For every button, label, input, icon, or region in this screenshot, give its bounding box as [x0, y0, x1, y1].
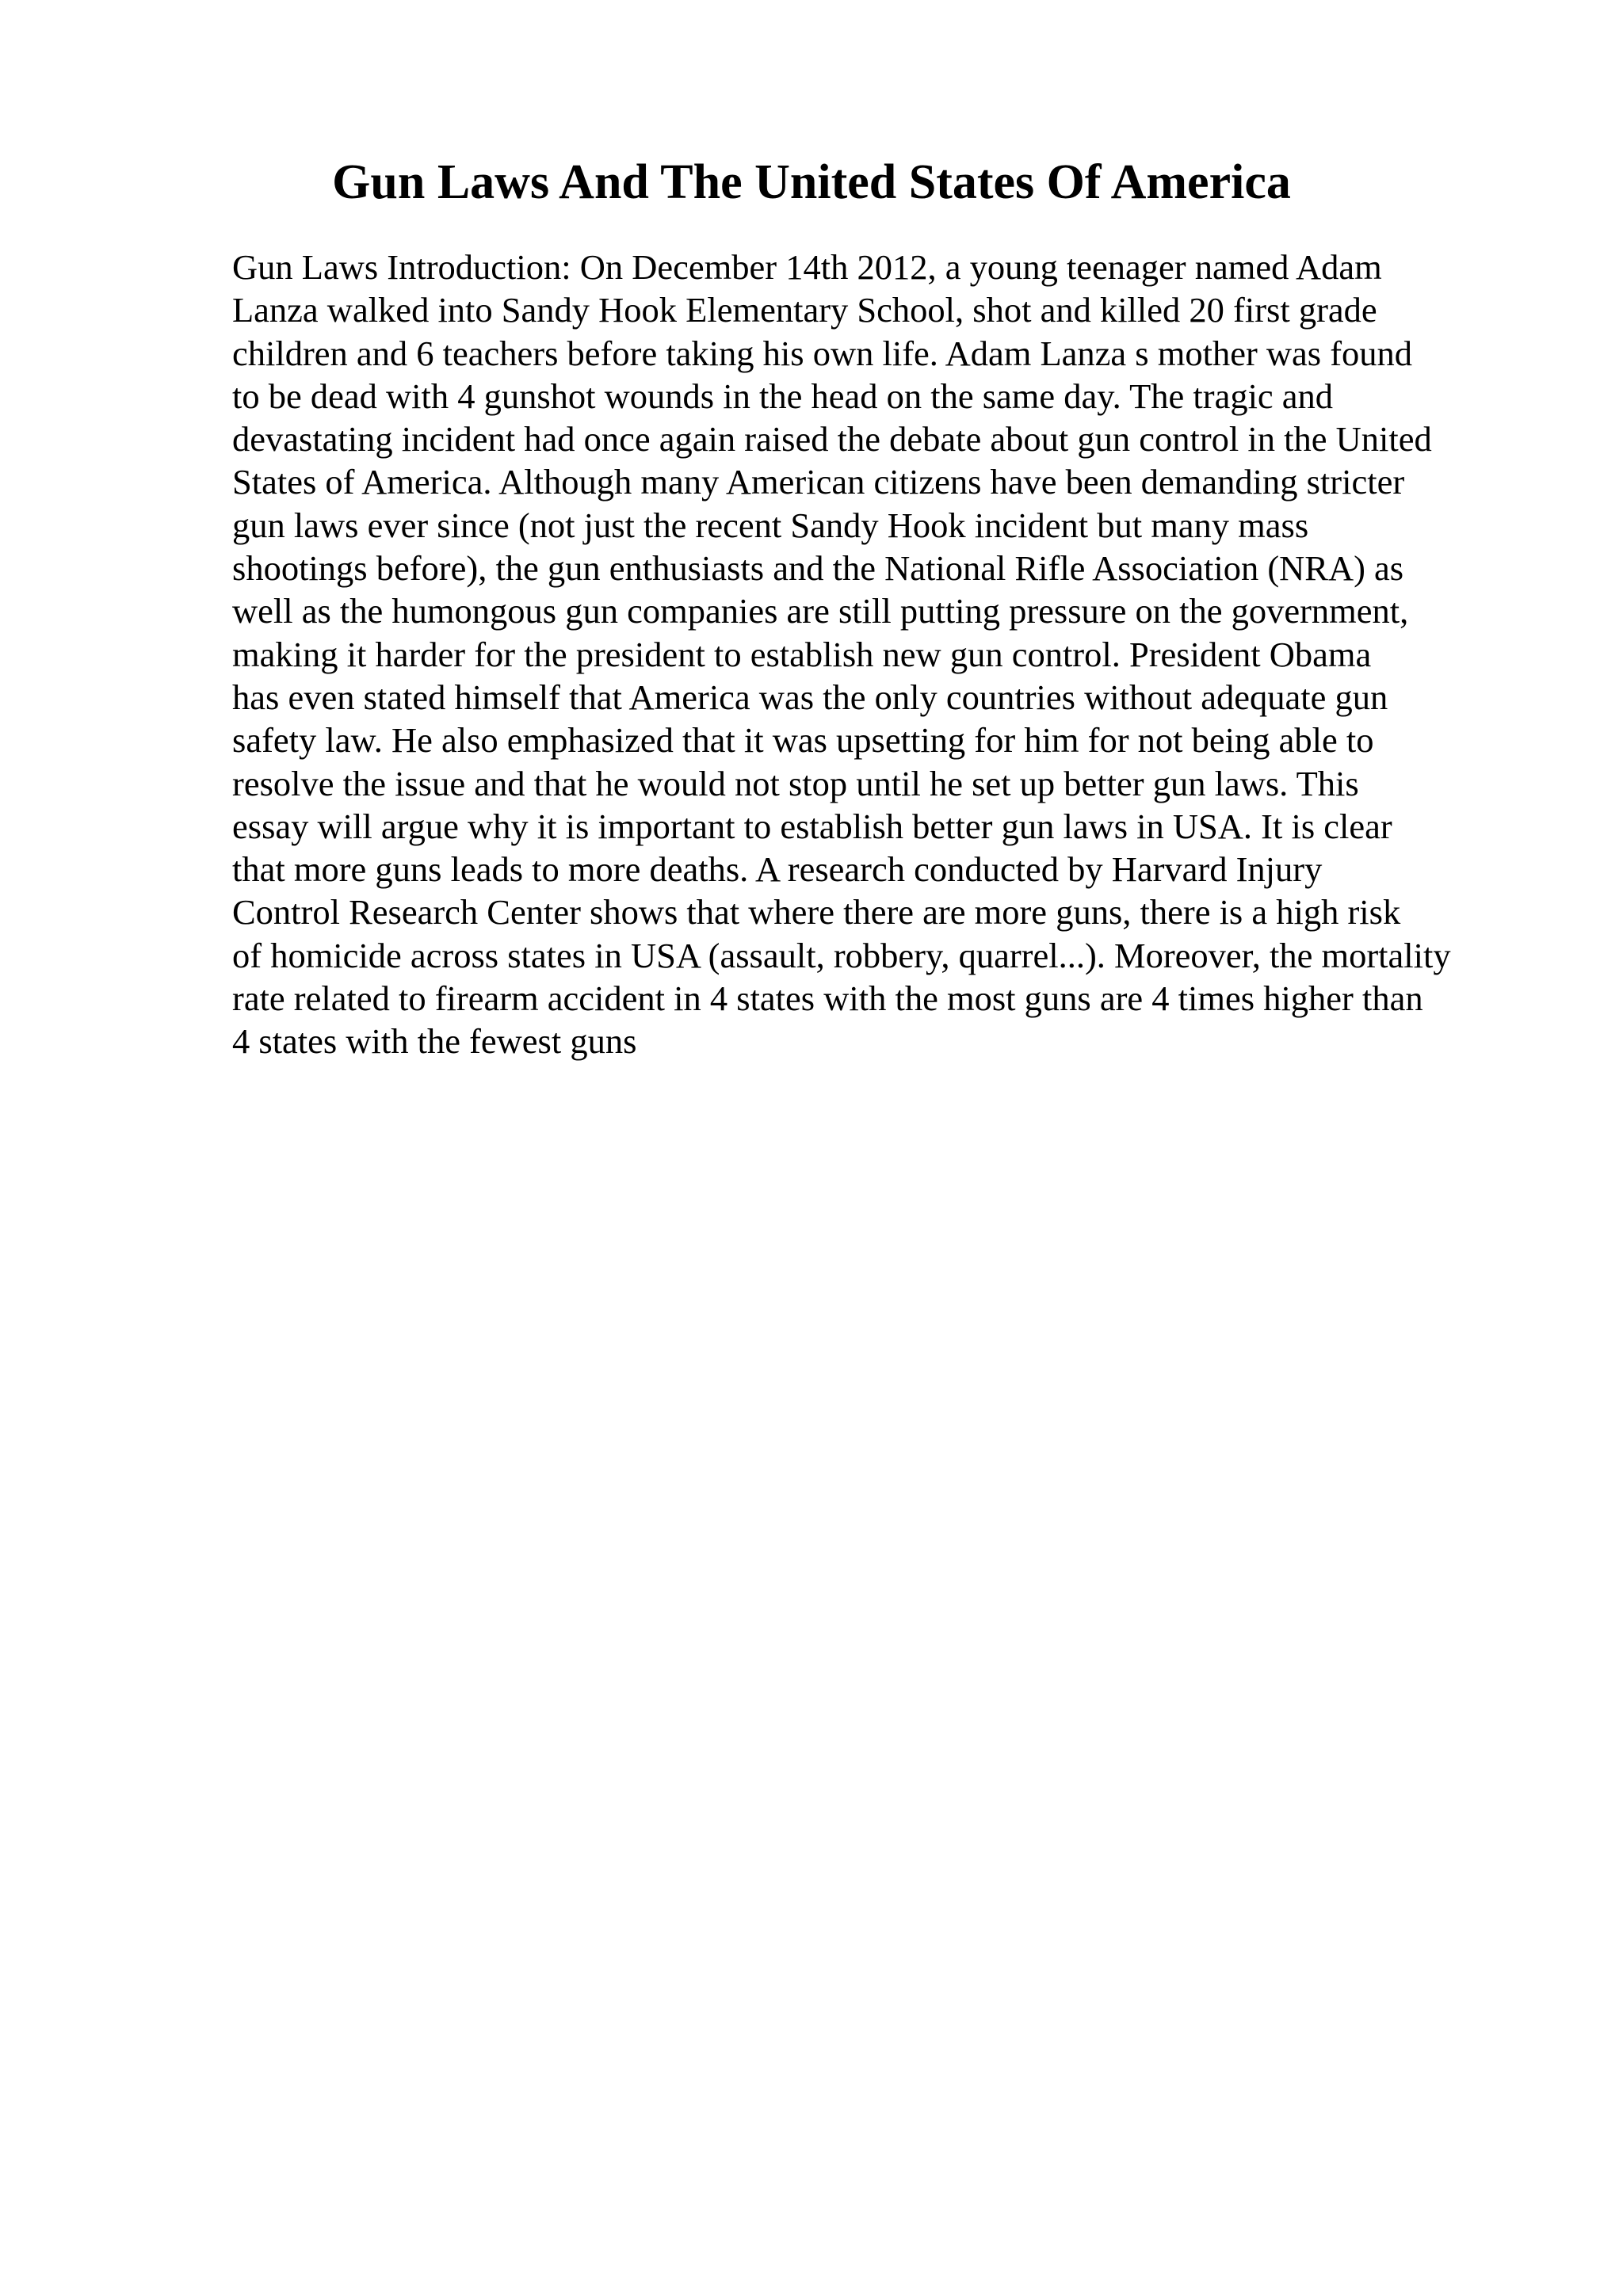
body-line: essay will argue why it is important to establish better gun laws in USA. It is clear: [232, 806, 1392, 846]
body-line: gun laws ever since (not just the recent Sandy Hook incident but many mass: [232, 505, 1309, 545]
body-line: devastating incident had once again raised the debate about gun control in the United: [232, 419, 1432, 460]
body-line: Gun Laws Introduction: On December 14th 2012, a young teenager named Adam: [232, 247, 1382, 287]
body-line: that more guns leads to more deaths. A research conducted by Harvard Injury: [232, 849, 1323, 890]
body-line: 4 states with the fewest guns: [232, 1021, 637, 1062]
body-line: shootings before), the gun enthusiasts and the National Rifle Association (NRA) as: [232, 548, 1404, 589]
body-line: to be dead with 4 gunshot wounds in the head on the same day. The tragic and: [232, 376, 1334, 416]
body-line: safety law. He also emphasized that it was upsetting for him for not being able to: [232, 720, 1374, 761]
body-line: Control Research Center shows that where there are more guns, there is a high risk: [232, 892, 1401, 933]
body-line: has even stated himself that America was the only countries without adequate gun: [232, 677, 1388, 717]
body-line: of homicide across states in USA (assault, robbery, quarrel...). Moreover, the mortality: [232, 935, 1451, 975]
body-line: rate related to firearm accident in 4 states with the most guns are 4 times higher than: [232, 978, 1423, 1019]
body-line: Lanza walked into Sandy Hook Elementary School, shot and killed 20 first grade: [232, 290, 1377, 330]
body-line: making it harder for the president to establish new gun control. President Obama: [232, 634, 1372, 674]
body-line: well as the humongous gun companies are still putting pressure on the government,: [232, 591, 1409, 631]
body-line: States of America. Although many American citizens have been demanding stricter: [232, 462, 1405, 502]
document-body: [232, 246, 1564, 1063]
document-title: Gun Laws And The United States Of America: [332, 155, 1291, 209]
body-line: resolve the issue and that he would not stop until he set up better gun laws. This: [232, 763, 1359, 803]
body-line: children and 6 teachers before taking his own life. Adam Lanza s mother was found: [232, 333, 1413, 373]
